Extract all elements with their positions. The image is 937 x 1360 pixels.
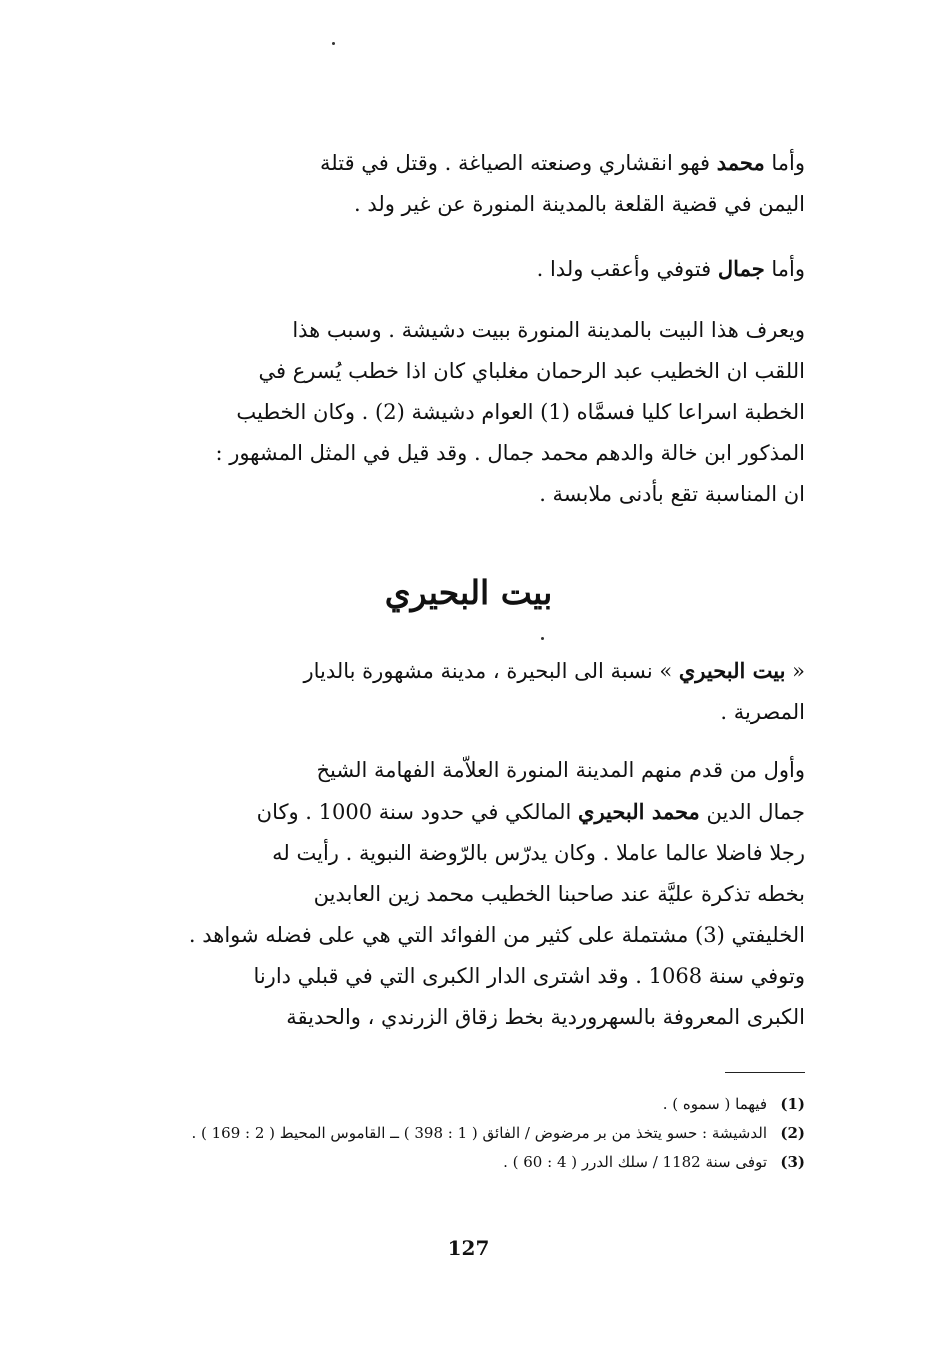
bold-name: محمد: [716, 150, 765, 175]
footnote-text: فيهما ( سموه ) .: [662, 1095, 767, 1113]
paragraph-line: بخطه تذكرة عليَّة عند صاحبنا الخطيب محمد زين العابدين: [313, 882, 805, 906]
paragraph-line: [132, 650, 805, 692]
section-heading: بيت البحيري: [384, 573, 553, 612]
paragraph-line: [132, 248, 805, 290]
footnote: [132, 1148, 805, 1177]
paragraph-line: المصرية .: [720, 700, 805, 724]
text-run: «: [785, 659, 805, 683]
footnote-number: (3): [780, 1153, 805, 1171]
paragraph-first-arrival: [132, 750, 805, 1038]
paragraph-line: [132, 142, 805, 184]
paragraph-line: ويعرف هذا البيت بالمدينة المنورة ببيت دشيشة . وسبب هذا: [292, 318, 805, 342]
paragraph-jamal: [132, 248, 805, 290]
page-number: 127: [447, 1236, 490, 1260]
text-run: جمال الدين: [699, 800, 805, 824]
footnote-text: الدشيشة : حسو يتخذ من بر مرضوض / الفائق ( 1 : 398 ) ــ القاموس المحيط ( 2 : 169 ) .: [191, 1124, 767, 1142]
bold-name: بيت البحيري: [678, 658, 786, 683]
paragraph-line: الخليفتي (3) مشتملة على كثير من الفوائد التي هي على فضله شواهد .: [188, 923, 805, 947]
paragraph-dashisha: [132, 310, 805, 515]
bold-name: محمد البحيري: [578, 799, 700, 824]
paragraph-line: المذكور ابن خالة والدهم محمد جمال . وقد قيل في المثل المشهور :: [215, 441, 805, 465]
paragraph-line: الخطبة اسراعا كليا فسمَّاه (1) العوام دشيشة (2) . وكان الخطيب: [236, 400, 805, 424]
paragraph-line: الكبرى المعروفة بالسهروردية بخط زقاق الزرندي ، والحديقة: [286, 1005, 805, 1029]
footnote-number: (2): [780, 1124, 805, 1142]
paragraph-line: اللقب ان الخطيب عبد الرحمان مغلباي كان اذا خطب يُسرع في: [258, 359, 805, 383]
text-run: » نسبة الى البحيرة ، مدينة مشهورة بالديار: [303, 659, 679, 683]
footnote-number: (1): [780, 1095, 805, 1113]
paragraph-bait-al-buhairi: [132, 650, 805, 733]
paragraph-line: رجلا فاضلا عالما عاملا . وكان يدرّس بالرّوضة النبوية . رأيت له: [272, 841, 805, 865]
paragraph-line: ان المناسبة تقع بأدنى ملابسة .: [539, 482, 805, 506]
paragraph-line: اليمن في قضية القلعة بالمدينة المنورة عن غير ولد .: [354, 192, 805, 216]
paragraph-muhammad: [132, 142, 805, 225]
paragraph-line: وأول من قدم منهم المدينة المنورة العلاّمة الفهامة الشيخ: [316, 758, 805, 782]
text-run: وأما: [764, 257, 805, 281]
footnotes: [132, 1090, 805, 1177]
text-run: المالكي في حدود سنة 1000 . وكان: [256, 800, 579, 824]
footnote: [132, 1090, 805, 1119]
footnote-separator: [725, 1072, 805, 1073]
paragraph-line: [132, 791, 805, 833]
bold-name: جمال: [717, 256, 765, 281]
text-run: وأما: [764, 151, 805, 175]
paragraph-line: وتوفي سنة 1068 . وقد اشترى الدار الكبرى التي في قبلي دارنا: [253, 964, 805, 988]
text-run: فهو انقشاري وصنعته الصياغة . وقتل في قتلة: [320, 151, 717, 175]
scan-speck: [541, 637, 544, 640]
footnote: [132, 1119, 805, 1148]
text-run: فتوفي وأعقب ولدا .: [536, 257, 718, 281]
footnote-text: توفى سنة 1182 / سلك الدرر ( 4 : 60 ) .: [503, 1153, 767, 1171]
scan-speck: [332, 42, 335, 45]
